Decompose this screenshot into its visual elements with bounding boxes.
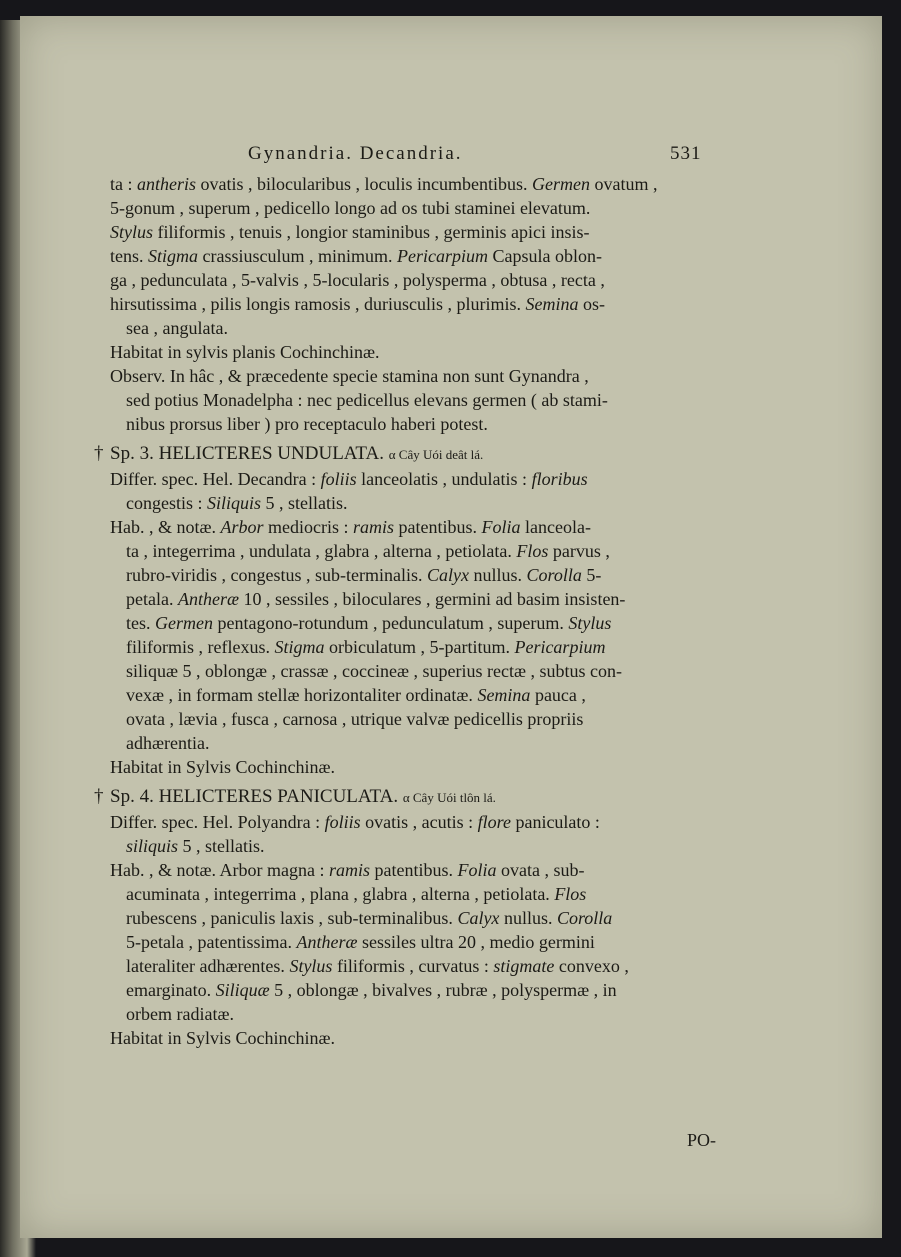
- text-line: sea , angulata.: [126, 318, 228, 338]
- text-line: lateraliter adhærentes. Stylus filiformis , curvatus : stigmate convexo ,: [126, 956, 629, 976]
- habitat-line: Habitat in Sylvis Cochinchinæ.: [110, 757, 335, 777]
- text-line: filiformis , reflexus. Stigma orbiculatum , 5-partitum. Pericarpium: [126, 637, 606, 657]
- book-page: [20, 16, 882, 1238]
- text-line: adhærentia.: [126, 733, 210, 753]
- text-line: Hab. , & notæ. Arbor mediocris : ramis patentibus. Folia lanceola-: [110, 517, 591, 537]
- habitat-line: Habitat in Sylvis Cochinchinæ.: [110, 1028, 335, 1048]
- dagger-mark: †: [94, 443, 104, 464]
- differentia-line: congestis : Siliquis 5 , stellatis.: [126, 493, 348, 513]
- vernacular-name: α Cây Uói tlôn lá.: [402, 790, 496, 805]
- text-line: 5-petala , patentissima. Antheræ sessiles ultra 20 , medio germini: [126, 932, 595, 952]
- text-line: ga , pedunculata , 5-valvis , 5-locularis , polysperma , obtusa , recta ,: [110, 270, 605, 290]
- species-4: [94, 785, 716, 1050]
- observation-line: Observ. In hâc , & præcedente specie stamina non sunt Gynandra ,: [110, 366, 589, 386]
- observation-line: sed potius Monadelpha : nec pedicellus elevans germen ( ab stami-: [126, 390, 608, 410]
- running-head: [110, 142, 716, 172]
- text-line: petala. Antheræ 10 , sessiles , biloculares , germini ad basim insisten-: [126, 589, 626, 609]
- text-line: ovata , lævia , fusca , carnosa , utrique valvæ pedicellis propriis: [126, 709, 584, 729]
- differentia-line: Differ. spec. Hel. Decandra : foliis lanceolatis , undulatis : floribus: [110, 469, 588, 489]
- differentia-line: Differ. spec. Hel. Polyandra : foliis ovatis , acutis : flore paniculato :: [110, 812, 600, 832]
- description-continued: [110, 172, 716, 436]
- species-heading: † Sp. 4. HELICTERES PANICULATA. α Cây Uói tlôn lá.: [94, 786, 496, 807]
- text-line: ta , integerrima , undulata , glabra , alterna , petiolata. Flos parvus ,: [126, 541, 610, 561]
- text-line: Stylus filiformis , tenuis , longior staminibus , germinis apici insis-: [110, 222, 590, 242]
- text-line: emarginato. Siliquæ 5 , oblongæ , bivalves , rubræ , polyspermæ , in: [126, 980, 617, 1000]
- text-line: tens. Stigma crassiusculum , minimum. Pericarpium Capsula oblon-: [110, 246, 602, 266]
- text-line: orbem radiatæ.: [126, 1004, 234, 1024]
- text-line: 5-gonum , superum , pedicello longo ad os tubi staminei elevatum.: [110, 198, 591, 218]
- text-line: vexæ , in formam stellæ horizontaliter ordinatæ. Semina pauca ,: [126, 685, 586, 705]
- text-line: acuminata , integerrima , plana , glabra , alterna , petiolata. Flos: [126, 884, 587, 904]
- text-line: rubro-viridis , congestus , sub-terminalis. Calyx nullus. Corolla 5-: [126, 565, 602, 585]
- catchword: PO-: [686, 1130, 716, 1150]
- text-line: rubescens , paniculis laxis , sub-terminalibus. Calyx nullus. Corolla: [126, 908, 613, 928]
- running-head-title: Gynandria. Decandria.: [248, 143, 463, 164]
- differentia-line: siliquis 5 , stellatis.: [126, 836, 265, 856]
- text-line: Hab. , & notæ. Arbor magna : ramis patentibus. Folia ovata , sub-: [110, 860, 585, 880]
- page-number: 531: [670, 143, 702, 164]
- species-3: [94, 442, 716, 779]
- vernacular-name: α Cây Uói deât lá.: [388, 447, 484, 462]
- observation-line: nibus prorsus liber ) pro receptaculo haberi potest.: [126, 414, 488, 434]
- text-line: hirsutissima , pilis longis ramosis , duriusculis , plurimis. Semina os-: [110, 294, 606, 314]
- page-text: [94, 142, 716, 1152]
- dagger-mark: †: [94, 786, 104, 807]
- text-line: ta : antheris ovatis , bilocularibus , loculis incumbentibus. Germen ovatum ,: [110, 174, 658, 194]
- species-heading: † Sp. 3. HELICTERES UNDULATA. α Cây Uói deât lá.: [94, 443, 484, 464]
- text-line: tes. Germen pentagono-rotundum , pedunculatum , superum. Stylus: [126, 613, 612, 633]
- text-line: siliquæ 5 , oblongæ , crassæ , coccineæ , superius rectæ , subtus con-: [126, 661, 622, 681]
- habitat-line: Habitat in sylvis planis Cochinchinæ.: [110, 342, 380, 362]
